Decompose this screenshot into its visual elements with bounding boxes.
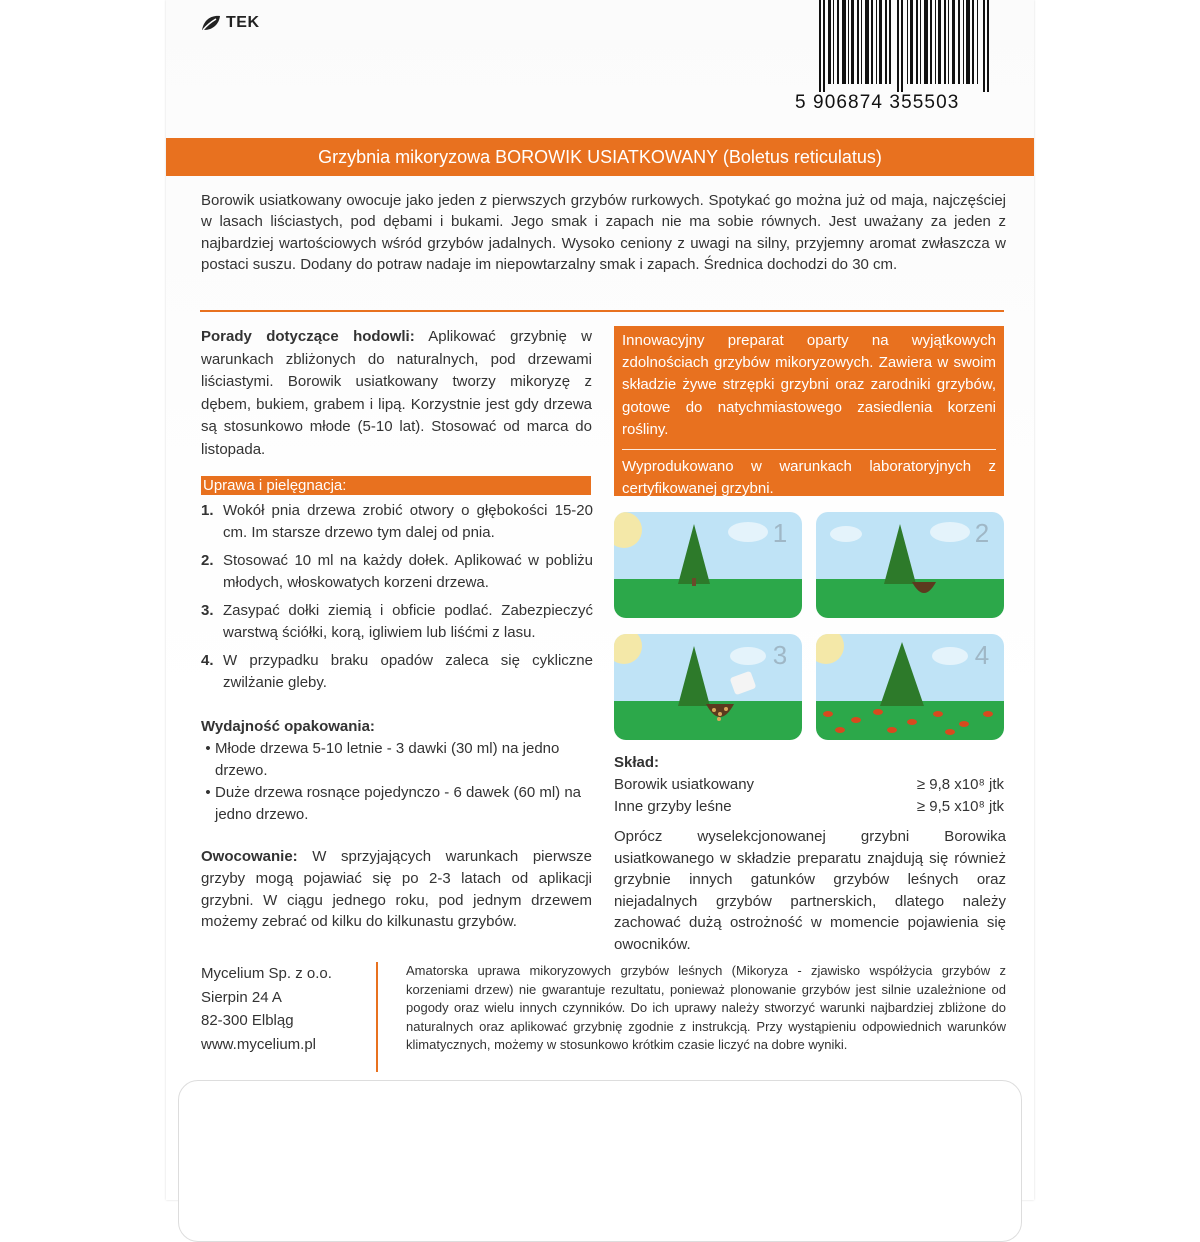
step-text: W przypadku braku opadów zaleca się cykliczne zwilżanie gleby.	[223, 652, 593, 691]
tips-label: Porady dotyczące hodowli:	[201, 328, 415, 345]
step-number: 3.	[201, 602, 214, 619]
step-illustration-4	[816, 634, 1004, 740]
postal-city: 82-300 Elbląg	[201, 1012, 294, 1030]
step-number: 1.	[201, 502, 214, 519]
disclaimer: Amatorska uprawa mikoryzowych grzybów leśnych (Mikoryza - zjawisko współżycia grzybów z korzeniami drzew) nie gwarantuje rezultatu, ponieważ plonowanie grzybów jest silnie uzależnione od pogody oraz wielu innych czynników. Do ich uprawy należy stworzyć warunki najbardziej zbliżone do naturalnych oraz aplikować grzybnię zgodnie z instrukcją. Przy wystąpieniu odpowiednich warunków klimatycznych, możemy w stosunkowo krótkim czasie liczyć na dobre wyniki.	[406, 963, 1006, 1053]
leaf-icon	[200, 14, 222, 32]
barcode	[795, 0, 1005, 120]
panel-number: 2	[974, 518, 990, 548]
vertical-divider	[376, 962, 378, 1072]
growing-tips	[201, 326, 592, 461]
fruiting-label: Owocowanie:	[201, 848, 298, 865]
product-promo-box	[614, 326, 1004, 496]
panel-number: 3	[772, 640, 788, 670]
illustration-digging-holes	[816, 512, 1004, 618]
street: Sierpin 24 A	[201, 988, 282, 1006]
composition	[614, 752, 1004, 818]
composition-row	[614, 796, 1004, 818]
product-title: Grzybnia mikoryzowa BOROWIK USIATKOWANY (Boletus reticulatus)	[318, 146, 882, 167]
barcode-digits: 5 906874 355503	[795, 92, 960, 113]
website: www.mycelium.pl	[201, 1035, 317, 1053]
company-name: Mycelium Sp. z o.o.	[201, 965, 332, 982]
company-address	[201, 962, 332, 1056]
intro-paragraph: Borowik usiatkowany owocuje jako jeden z pierwszych grzybów rurkowych. Spotykać go można już od maja, najczęściej w lasach liściastych, pod dębami i bukami. Jego smak i zapach nie ma sobie równych. Jest uważany za jeden z najbardziej wartościowych wśród grzybów jadalnych. Wysoko ceniony z uwagi na silny, przyjemny aromat zwłaszcza w postaci suszu. Dodany do potraw nadaje im niepowtarzalny smak i zapach. Średnica dochodzi do 30 cm.	[201, 192, 1006, 274]
ingredient-name: Borowik usiatkowany	[614, 776, 755, 793]
step-number: 2.	[201, 552, 214, 569]
fruiting-info	[201, 846, 592, 933]
promo-text: Innowacyjny preparat oparty na wyjątkowych zdolnościach grzybów mikoryzowych. Zawiera w swoim składzie żywe strzępki grzybni oraz zarodniki grzybów, gotowe do natychmiastowego zasiedlenia korzeni rośliny.	[622, 332, 996, 438]
composition-note: Oprócz wyselekcjonowanej grzybni Borowika usiatkowanego w składzie preparatu znajdują się również grzybnie innych gatunków grzybów leśnych oraz niejadalnych grzybów partnerskich, dlatego należy zachować dużą ostrożność w momencie pojawienia się owocników.	[614, 828, 1006, 953]
care-step	[201, 500, 593, 544]
illustration-mushrooms-growing	[816, 634, 1004, 740]
package-yield	[201, 716, 593, 826]
step-illustration-3	[614, 634, 802, 740]
step-illustration-1	[614, 512, 802, 618]
brand-logo	[200, 14, 260, 32]
care-step	[201, 650, 593, 694]
logo-text: TEK	[226, 14, 260, 31]
care-step	[201, 600, 593, 644]
yield-item-text: Duże drzewa rosnące pojedynczo - 6 dawek (60 ml) na jedno drzewo.	[215, 784, 582, 823]
ingredient-value: ≥ 9,8 x10⁸ jtk	[916, 776, 1004, 793]
step-text: Stosować 10 ml na każdy dołek. Aplikować w pobliżu młodych, włoskowatych korzeni drzewa.	[223, 552, 593, 591]
step-text: Zasypać dołki ziemią i obficie podlać. Zabezpieczyć warstwą ściółki, korą, igliwiem lub liśćmi z lasu.	[223, 602, 593, 641]
illustration-applying-mycelium	[614, 634, 802, 740]
tips-text: Aplikować grzybnię w warunkach zbliżonych do naturalnych, pod drzewami liściastymi. Borowik usiatkowany tworzy mikoryzę z dębem, bukiem, grabem i lipą. Korzystnie jest gdy drzewa są stosunkowo młode (5-10 lat). Stosować od marca do listopada.	[201, 328, 592, 458]
ingredient-name: Inne grzyby leśne	[614, 798, 732, 815]
bullet-icon: •	[205, 740, 211, 757]
step-number: 4.	[201, 652, 214, 669]
bullet-icon: •	[205, 784, 211, 801]
step-text: Wokół pnia drzewa zrobić otwory o głębokości 15-20 cm. Im starsze drzewo tym dalej od pnia.	[223, 502, 593, 541]
promo-lab-text: Wyprodukowano w warunkach laboratoryjnych z certyfikowanej grzybni.	[622, 458, 996, 498]
composition-heading: Skład:	[614, 754, 660, 771]
care-steps	[201, 500, 593, 700]
panel-number: 4	[974, 640, 990, 670]
product-title-band	[166, 138, 1034, 176]
yield-heading: Wydajność opakowania:	[201, 718, 375, 735]
care-heading: Uprawa i pielęgnacja:	[201, 476, 591, 495]
barcode-bars	[819, 0, 989, 92]
packet-window	[178, 1080, 1022, 1242]
composition-row	[614, 774, 1004, 796]
ingredient-value: ≥ 9,5 x10⁸ jtk	[916, 798, 1004, 815]
promo-divider	[622, 449, 996, 450]
illustration-tree-planting	[614, 512, 802, 618]
step-illustration-2	[816, 512, 1004, 618]
panel-number: 1	[772, 518, 788, 548]
yield-item	[201, 782, 593, 826]
divider	[200, 310, 1004, 312]
fruiting-text: W sprzyjających warunkach pierwsze grzyby mogą pojawiać się po 2-3 latach od aplikacji grzybni. W ciągu jednego roku, pod jednym drzewem możemy zebrać od kilku do kilkunastu grzybów.	[201, 848, 593, 931]
yield-item	[201, 738, 593, 782]
yield-item-text: Młode drzewa 5-10 letnie - 3 dawki (30 ml) na jedno drzewo.	[215, 740, 560, 779]
care-step	[201, 550, 593, 594]
